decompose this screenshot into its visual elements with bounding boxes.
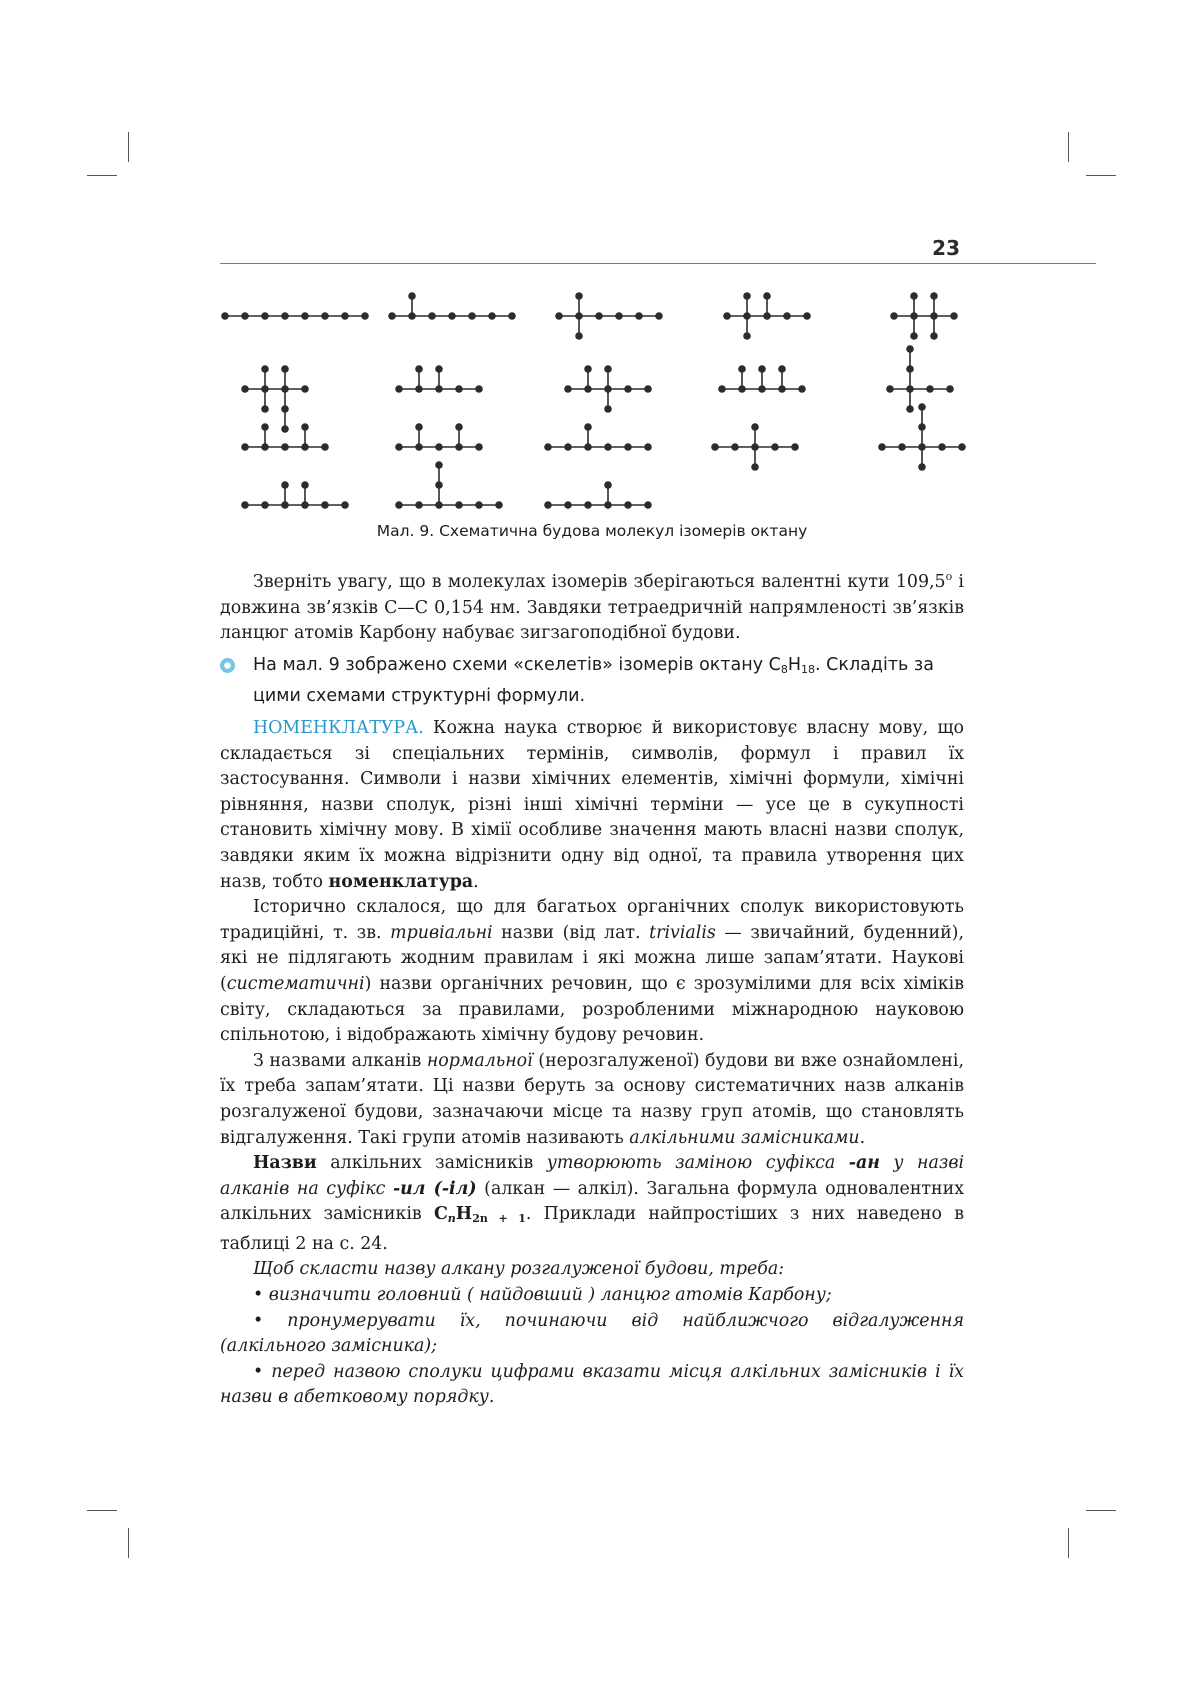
carbon-atom	[758, 365, 766, 373]
carbon-atom	[783, 312, 791, 320]
carbon-atom	[624, 385, 632, 393]
isomer-skeleton	[711, 423, 799, 471]
carbon-atom	[281, 425, 289, 433]
carbon-atom	[644, 443, 652, 451]
carbon-atom	[743, 332, 751, 340]
carbon-atom	[584, 365, 592, 373]
carbon-atom	[718, 385, 726, 393]
carbon-atom	[584, 501, 592, 509]
carbon-atom	[321, 501, 329, 509]
carbon-atom	[301, 443, 309, 451]
carbon-atom	[918, 463, 926, 471]
isomer-skeleton	[890, 292, 958, 340]
carbon-atom	[930, 332, 938, 340]
section-heading: НОМЕНКЛАТУРА.	[253, 718, 424, 738]
carbon-atom	[778, 365, 786, 373]
carbon-atom	[946, 385, 954, 393]
crop-mark	[1068, 1528, 1069, 1558]
carbon-atom	[575, 292, 583, 300]
carbon-atom	[261, 365, 269, 373]
carbon-atom	[763, 312, 771, 320]
carbon-atom	[261, 501, 269, 509]
carbon-atom	[771, 443, 779, 451]
isomer-skeleton	[555, 292, 663, 340]
carbon-atom	[624, 443, 632, 451]
carbon-atom	[281, 443, 289, 451]
carbon-atom	[455, 501, 463, 509]
carbon-atom	[241, 385, 249, 393]
carbon-atom	[751, 423, 759, 431]
nomenclature-section: НОМЕНКЛАТУРА. Кожна наука створює й використовує власну мову, що складається зі спеціальних термінів, символів, формул і правил їх застосування. Символи і назви хімічних елементів, хімічні формули, хімічні рівняння, назви сполук, різні інші хімічні терміни — усе це в сукупності становить хімічну мову. В хімії особливе значення мають власні назви сполук, завдяки яким їх можна відрізнити одну від одної, та правила утворення цих назв, тобто номенклатура. Історично склалося, що для багатьох органічних сполук використовують традиційні, т. зв. тривіальні назви (від лат. trivialis — звичайний, буденний), які не підлягають жодним правилам і які можна лише запам’ятати. Наукові (систематичні) назви органічних речовин, що є зрозумілими для всіх хіміків світу, складаються за правилами, розробленими міжнародною науковою спільнотою, і відображають хімічну будову речовин. З назвами алканів нормальної (нерозгалуженої) будови ви вже ознайомлені, їх треба запам’ятати. Ці назви беруть за основу систематичних назв алканів розгалуженої будови, зазначаючи місце та назву груп атомів, що становлять відгалуження. Такі групи атомів називають алкільними замісниками. Назви алкільних замісників утворюють заміною суфікса -ан у назві алканів на суфікс -ил (-іл) (алкан — алкіл). Загальна формула одновалентних алкільних замісників $C_nH_{2n + 1}$. Приклади найпростіших з них наведено в таблиці 2 на с. 24. Щоб скласти назву алкану розгалуженої будови, треба: • визначити головний ( найдовший ) ланцюг атомів Карбону; • пронумерувати їх, починаючи від найближчого відгалуження (алкільного замісника); • перед назвою сполуки цифрами вказати місця алкільних замісників і їх назви в абетковому порядку.	[220, 716, 964, 1411]
carbon-atom	[428, 312, 436, 320]
carbon-atom	[878, 443, 886, 451]
rule-item: • пронумерувати їх, починаючи від найближчого відгалуження (алкільного замісника);	[220, 1310, 964, 1357]
isomer-skeleton	[544, 481, 652, 509]
carbon-atom	[261, 405, 269, 413]
carbon-atom	[395, 385, 403, 393]
carbon-atom	[751, 443, 759, 451]
carbon-atom	[241, 312, 249, 320]
carbon-atom	[281, 405, 289, 413]
carbon-atom	[361, 312, 369, 320]
carbon-atom	[723, 312, 731, 320]
carbon-atom	[743, 292, 751, 300]
carbon-atom	[751, 463, 759, 471]
carbon-atom	[341, 501, 349, 509]
carbon-atom	[341, 312, 349, 320]
carbon-atom	[758, 385, 766, 393]
carbon-atom	[301, 423, 309, 431]
carbon-atom	[918, 443, 926, 451]
carbon-atom	[906, 405, 914, 413]
carbon-atom	[261, 423, 269, 431]
rule-intro: Щоб скласти назву алкану розгалуженої будови, треба:	[253, 1259, 785, 1280]
carbon-atom	[930, 312, 938, 320]
carbon-atom	[388, 312, 396, 320]
task-bullet-icon	[220, 658, 235, 673]
carbon-atom	[910, 312, 918, 320]
carbon-atom	[544, 501, 552, 509]
carbon-atom	[301, 501, 309, 509]
isomer-skeleton	[544, 423, 652, 451]
carbon-atom	[926, 385, 934, 393]
carbon-atom	[803, 312, 811, 320]
carbon-atom	[604, 405, 612, 413]
carbon-atom	[261, 443, 269, 451]
carbon-atom	[886, 385, 894, 393]
carbon-atom	[455, 443, 463, 451]
carbon-atom	[221, 312, 229, 320]
carbon-atom	[778, 385, 786, 393]
carbon-atom	[906, 385, 914, 393]
carbon-atom	[584, 443, 592, 451]
carbon-atom	[475, 501, 483, 509]
carbon-atom	[604, 443, 612, 451]
carbon-atom	[890, 312, 898, 320]
carbon-atom	[906, 345, 914, 353]
carbon-atom	[301, 312, 309, 320]
rules-list	[220, 1257, 964, 1411]
paragraph-angles: Зверніть увагу, що в молекулах ізомерів зберігаються валентні кути 109,5$^o$ і довжина зв’язків С—С 0,154 нм. Завдяки тетраедричній напрямленості зв’язків ланцюг атомів Карбону набуває зигзагоподібної будови.	[220, 570, 964, 644]
carbon-atom	[281, 385, 289, 393]
carbon-atom	[435, 461, 443, 469]
carbon-atom	[301, 385, 309, 393]
carbon-atom	[595, 312, 603, 320]
carbon-atom	[906, 365, 914, 373]
figure-caption: Мал. 9. Схематична будова молекул ізомерів октану	[376, 522, 808, 540]
carbon-atom	[448, 312, 456, 320]
carbon-atom	[395, 443, 403, 451]
carbon-atom	[435, 501, 443, 509]
carbon-atom	[930, 292, 938, 300]
carbon-atom	[604, 501, 612, 509]
carbon-atom	[624, 501, 632, 509]
carbon-atom	[468, 312, 476, 320]
carbon-atom	[615, 312, 623, 320]
isomer-skeleton	[395, 365, 483, 393]
crop-mark	[87, 1510, 117, 1511]
carbon-atom	[415, 365, 423, 373]
isomer-skeleton	[395, 423, 483, 451]
carbon-atom	[958, 443, 966, 451]
carbon-atom	[584, 385, 592, 393]
carbon-atom	[731, 443, 739, 451]
carbon-atom	[910, 292, 918, 300]
carbon-atom	[435, 443, 443, 451]
carbon-atom	[604, 385, 612, 393]
carbon-atom	[435, 385, 443, 393]
carbon-atom	[435, 481, 443, 489]
carbon-atom	[415, 443, 423, 451]
task-block: На мал. 9 зображено схеми «скелетів» ізомерів октану $C_8H_{18}$. Складіть за цими схемами структурні формули.	[220, 652, 964, 710]
carbon-atom	[644, 385, 652, 393]
carbon-atom	[604, 481, 612, 489]
carbon-atom	[635, 312, 643, 320]
carbon-atom	[281, 312, 289, 320]
carbon-atom	[575, 332, 583, 340]
carbon-atom	[711, 443, 719, 451]
carbon-atom	[281, 365, 289, 373]
isomer-skeleton	[878, 403, 966, 471]
carbon-atom	[655, 312, 663, 320]
isomer-skeleton	[718, 365, 806, 393]
carbon-atom	[408, 312, 416, 320]
carbon-atom	[763, 292, 771, 300]
carbon-atom	[738, 385, 746, 393]
carbon-atom	[415, 423, 423, 431]
carbon-atom	[791, 443, 799, 451]
carbon-atom	[604, 365, 612, 373]
isomer-skeleton	[723, 292, 811, 340]
rule-item: • перед назвою сполуки цифрами вказати місця алкільних замісників і їх назви в абетковому порядку.	[220, 1361, 964, 1408]
carbon-atom	[415, 501, 423, 509]
carbon-atom	[738, 365, 746, 373]
carbon-atom	[495, 501, 503, 509]
isomer-skeleton	[564, 365, 652, 413]
carbon-atom	[241, 501, 249, 509]
isomer-skeleton	[388, 292, 516, 320]
carbon-atom	[575, 312, 583, 320]
carbon-atom	[938, 443, 946, 451]
carbon-atom	[798, 385, 806, 393]
carbon-atom	[281, 501, 289, 509]
isomer-skeleton	[241, 365, 309, 433]
carbon-atom	[475, 385, 483, 393]
carbon-atom	[395, 501, 403, 509]
carbon-atom	[508, 312, 516, 320]
isomer-skeleton	[241, 481, 349, 509]
page-number: 23	[932, 236, 960, 260]
carbon-atom	[488, 312, 496, 320]
carbon-atom	[301, 481, 309, 489]
carbon-atom	[281, 481, 289, 489]
crop-mark	[1086, 1510, 1116, 1511]
carbon-atom	[321, 312, 329, 320]
isomer-skeleton	[221, 312, 369, 320]
carbon-atom	[555, 312, 563, 320]
carbon-atom	[321, 443, 329, 451]
rule-item: • визначити головний ( найдовший ) ланцюг атомів Карбону;	[253, 1285, 832, 1306]
carbon-atom	[261, 312, 269, 320]
carbon-atom	[743, 312, 751, 320]
carbon-atom	[898, 443, 906, 451]
carbon-atom	[408, 292, 416, 300]
carbon-atom	[918, 403, 926, 411]
octane-isomer-skeletons	[0, 0, 1190, 540]
carbon-atom	[455, 385, 463, 393]
carbon-atom	[910, 332, 918, 340]
carbon-atom	[644, 501, 652, 509]
carbon-atom	[415, 385, 423, 393]
carbon-atom	[564, 443, 572, 451]
carbon-atom	[918, 423, 926, 431]
carbon-atom	[564, 385, 572, 393]
carbon-atom	[950, 312, 958, 320]
carbon-atom	[584, 423, 592, 431]
crop-mark	[128, 1528, 129, 1558]
carbon-atom	[261, 385, 269, 393]
carbon-atom	[564, 501, 572, 509]
carbon-atom	[475, 443, 483, 451]
isomer-skeleton	[886, 345, 954, 413]
carbon-atom	[241, 443, 249, 451]
carbon-atom	[544, 443, 552, 451]
isomer-skeleton	[395, 461, 503, 509]
carbon-atom	[455, 423, 463, 431]
carbon-atom	[435, 365, 443, 373]
